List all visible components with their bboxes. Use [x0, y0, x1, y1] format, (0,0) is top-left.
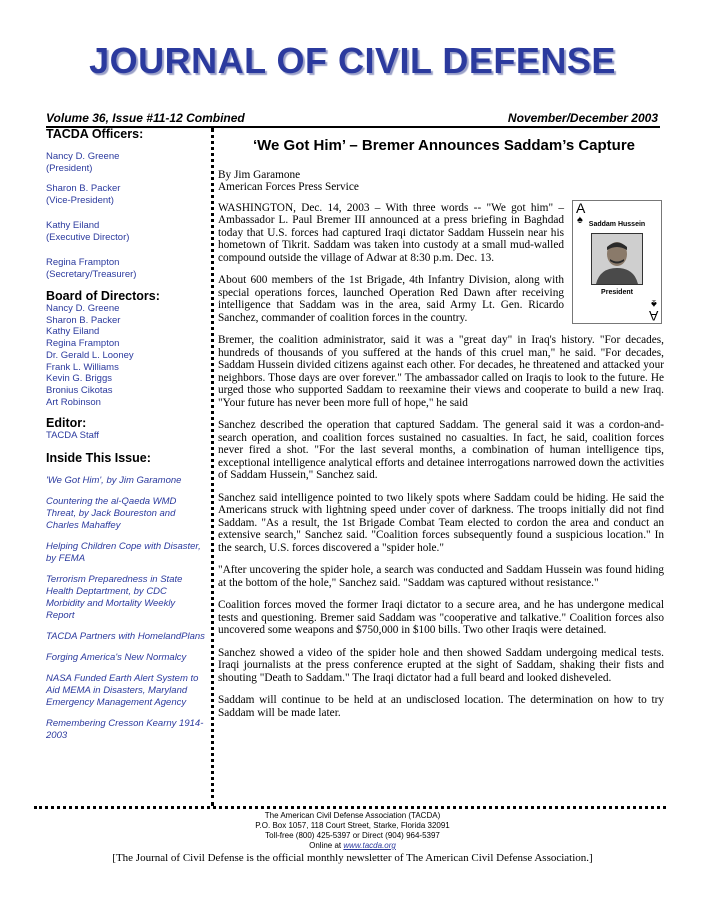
board-member: Bronius Cikotas [46, 384, 113, 396]
officer-role: (Secretary/Treasurer) [46, 269, 137, 280]
officer-role: (Vice-President) [46, 195, 114, 206]
officer-name: Nancy D. Greene [46, 151, 120, 162]
toc-item[interactable]: Remembering Cresson Kearny 1914-2003 [46, 718, 204, 742]
spade-icon: ♠ [651, 297, 657, 310]
footer-note: [The Journal of Civil Defense is the official monthly newsletter of The American Civil Defense Association.] [112, 852, 593, 864]
card-name: Saddam Hussein [588, 220, 646, 228]
article-paragraph: Bremer, the coalition administrator, said it was a "great day" in Iraq's history. "For decades, hundreds of thousands of you suffered at the hands of this cruel man," he said. "For decades, Saddam Hussein divided citizens against each other. For decades, he threatened and attacked your neighbors. Those days are over forever." The ambassador called on Iraqis to look to the future. He urged those who supported Saddam to reexamine their views and cooperate to build a new Iraq. "Your future has never been more full of hope," he said [218, 334, 664, 409]
toc-item[interactable]: Forging America's New Normalcy [46, 652, 187, 664]
footer-divider [34, 806, 666, 809]
footer-online [0, 841, 705, 851]
source: American Forces Press Service [218, 181, 359, 193]
board-member: Dr. Gerald L. Looney [46, 349, 134, 361]
article [218, 137, 664, 729]
officer-role: (Executive Director) [46, 232, 130, 243]
masthead-title: JOURNAL OF CIVIL DEFENSE [89, 40, 616, 81]
officer-entry [46, 183, 206, 207]
issue-date: November/December 2003 [507, 111, 658, 125]
byline [218, 169, 664, 194]
board-member: Sharon B. Packer [46, 314, 121, 326]
officer-name: Sharon B. Packer [46, 183, 121, 194]
officer-entry [46, 257, 206, 281]
portrait-photo [591, 233, 643, 285]
officer-role: (President) [46, 163, 93, 174]
editor-name: TACDA Staff [46, 430, 99, 442]
board-member: Kathy Eiland [46, 326, 100, 338]
footer-website-link[interactable]: www.tacda.org [343, 841, 396, 850]
officer-entry [46, 220, 206, 244]
toc-item[interactable]: 'We Got Him', by Jim Garamone [46, 475, 182, 487]
footer [0, 811, 705, 851]
article-paragraph: Coalition forces moved the former Iraqi dictator to a secure area, and he has undergone medical tests and questioning. Bremer said Saddam was "cooperative and talkative." Coalition forces also uncovered some weapons and $750,000 in $100 bills. Two other Iraqis were detained. [218, 599, 664, 636]
editor-heading: Editor: [46, 416, 87, 431]
card-title: President [601, 288, 633, 296]
spade-icon: ♠ [577, 213, 583, 226]
toc-item[interactable]: Helping Children Cope with Disaster, by FEMA [46, 541, 201, 565]
toc-item[interactable]: Countering the al-Qaeda WMD Threat, by Jack Boureston and Charles Mahaffey [46, 496, 177, 532]
footer-online-label: Online at [309, 841, 342, 850]
author: By Jim Garamone [218, 168, 301, 181]
article-headline: ‘We Got Him’ – Bremer Announces Saddam’s Capture [252, 137, 636, 154]
article-paragraph: Sanchez showed a video of the spider hole and then showed Saddam undergoing medical tests. Iraqi journalists at the press conference erupted at the sight of Saddam, shaking their fists and shouting "Death to Saddam." The Iraqi dictator had a full beard and looked disheveled. [218, 646, 664, 684]
article-paragraph: WASHINGTON, Dec. 14, 2003 – With three words -- "We got him" – Ambassador L. Paul Bremer III announced at a press briefing in Baghdad today that U.S. forces had captured Iraqi dictator Saddam Hussein near his hometown of Tikrit. Saddam was taken into custody at a small mud-walled compound outside the village of Adwar at 8:30 p.m. Dec. 13. [218, 201, 564, 264]
playing-card-image [572, 200, 662, 324]
officer-name: Kathy Eiland [46, 220, 100, 231]
officer-name: Regina Frampton [46, 257, 120, 268]
toc-heading: Inside This Issue: [46, 451, 151, 466]
board-member: Kevin G. Briggs [46, 373, 112, 385]
footer-org: The American Civil Defense Association (TACDA) [264, 811, 441, 820]
article-paragraph: "After uncovering the spider hole, a search was conducted and Saddam Hussein was found hiding at the bottom of the hole," Sanchez said. "Saddam was captured without resistance." [218, 564, 664, 589]
article-paragraph: Saddam will continue to be held at an undisclosed location. The determination on how to try Saddam will be made later. [218, 694, 664, 719]
sidebar [46, 127, 206, 742]
board-member: Art Robinson [46, 396, 101, 408]
board-member: Regina Frampton [46, 338, 120, 350]
board-member: Nancy D. Greene [46, 303, 120, 314]
toc-item[interactable]: Terrorism Preparedness in State Health Deptartment, by CDC Morbidity and Mortality Weekly Report [46, 574, 183, 622]
toc-item[interactable]: TACDA Partners with HomelandPlans [46, 631, 205, 643]
footer-address: P.O. Box 1057, 118 Court Street, Starke, Florida 32091 [255, 821, 450, 830]
officer-entry [46, 151, 206, 175]
card-rank-bottom: A [648, 307, 658, 324]
article-paragraph: Sanchez described the operation that captured Saddam. The general said it was a cordon-and-search operation, and coalition forces sustained no casualties. In fact, he said, coalition forces never fired a shot. "For the last several months, a combination of human intelligence tips, exceptional intelligence analytical efforts and detainee interrogations narrowed down the activities of Saddam Hussein," Sanchez said. [218, 419, 664, 481]
article-paragraph: About 600 members of the 1st Brigade, 4th Infantry Division, along with special operations forces, launched Operation Red Dawn after receiving intelligence that Saddam was in the area, said Army Lt. Gen. Ricardo Sanchez, commander of coalition forces in the country. [218, 274, 564, 324]
issue-bar [46, 110, 660, 128]
board-member: Frank L. Williams [46, 361, 119, 373]
lead-block [218, 199, 664, 325]
toc-item[interactable]: NASA Funded Earth Alert System to Aid MEMA in Disasters, Maryland Emergency Management Agency [46, 673, 199, 709]
board-heading: Board of Directors: [46, 289, 160, 303]
officers-heading: TACDA Officers: [46, 127, 144, 141]
issue-volume: Volume 36, Issue #11-12 Combined [46, 111, 245, 125]
card-rank: A [576, 199, 586, 216]
footer-phone: Toll-free (800) 425-5397 or Direct (904) 964-5397 [265, 831, 440, 840]
article-paragraph: Sanchez said intelligence pointed to two likely spots where Saddam could be hiding. He said the Americans struck with lightning speed under cover of darkness. The troops initially did not find Saddam. "As a result, the 1st Brigade Combat Team elected to cordon the area and conduct an extensive search," Sanchez said. "Coalition forces subsequently found a suspicious location." In the search, U.S. forces discovered a "spider hole." [218, 491, 664, 554]
column-divider [211, 128, 214, 806]
